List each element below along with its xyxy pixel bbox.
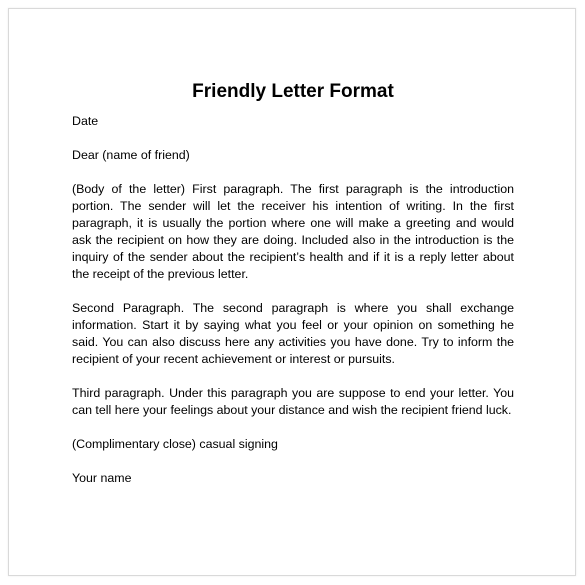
salutation-line: Dear (name of friend) xyxy=(72,148,190,162)
body-paragraph-2: Second Paragraph. The second paragraph is where you shall exchange information. Start it by saying what you feel or your opinion on something he said. You can also discuss here any activities you have done. Try to inform the recipient of your recent achievement or interest or pursuits. xyxy=(72,301,514,366)
body-paragraph-3: Third paragraph. Under this paragraph you are suppose to end your letter. You can tell here your feelings about your distance and wish the recipient friend luck. xyxy=(72,386,514,417)
complimentary-close: (Complimentary close) casual signing xyxy=(72,437,278,451)
document-page xyxy=(8,8,576,576)
signature-line: Your name xyxy=(72,471,132,485)
page-title: Friendly Letter Format xyxy=(192,81,394,102)
date-line: Date xyxy=(72,114,99,128)
letter-content xyxy=(72,81,514,504)
body-paragraph-1: (Body of the letter) First paragraph. The first paragraph is the introduction portion. The sender will let the receiver his intention of writing. In the first paragraph, it is usually the portion where one will make a greeting and would ask the recipient on how they are doing. Included also in the introduction is the inquiry of the sender about the recipient’s health and if it is a reply letter about the receipt of the previous letter. xyxy=(72,182,514,281)
